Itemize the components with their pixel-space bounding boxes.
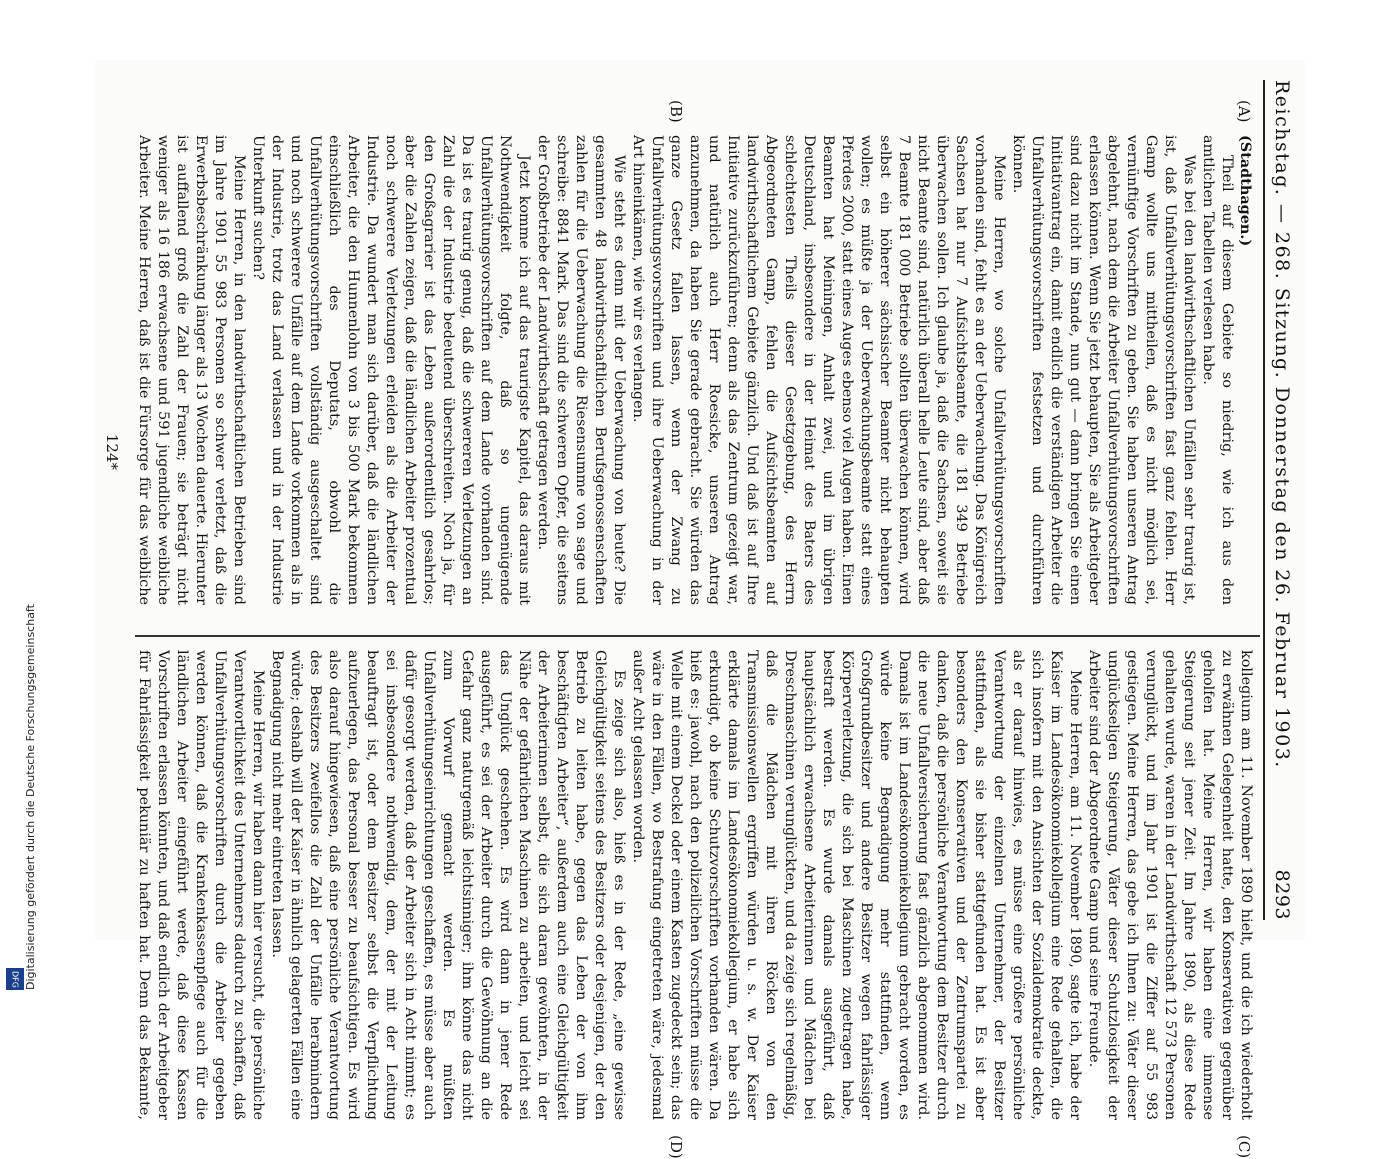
paragraph: Meine Herren, am 11. November 1890, sagte ich, habe der Kaiser im Landesökonomiekollegium eine Rede gehalten, die sich insofern mit den Ansichten der Sozialdemokratie deckte, als er darauf hinwies, es müsse eine größere persönliche Verantwortung der einzelnen Unternehmer, der Besitzer stattfinden, als sie bisher stattgefunden hat. Es ist aber besonders den Konservativen und der Zentrumspartei zu danken, daß die persönliche Verantwortung dem Besitzer durch die neue Unfallversicherung fast gänzlich abgenommen wird. Damals ist im Landesökonomiekollegium gebracht worden, es würde keine Begnadigung mehr stattfinden, wenn Großgrundbesitzer und andere Besitzer wegen fahrlässiger Körperverletzung, die sich bei Maschinen zugetragen habe, bestraft werden. Es wurde damals ausgeführt, daß hauptsächlich erwachsene Arbeiterinnen und Mädchen bei Dreschmaschinen verunglückten, und da zeige sich regelmäßig, daß die Mädchen mit ihren Röcken von den Transmissionswellen ergriffen würden u. s. w. Der Kaiser erklärte damals im Landesökonomiekollegium, er habe sich erkundigt, ob keine Schutzvorschriften vorhanden wären. Da hieß es: jawohl, nach den polizeilichen Vorschriften müsse die Welle mit einem Deckel oder einem Kasten zugedeckt sein; das wäre in den Fällen, wo Bestrafung eingetreten wäre, jedesmal außer Acht gelassen worden. (630, 650, 1083, 1120)
margin-marker-b: (B) (667, 100, 685, 123)
margin-marker-a: (A) (1235, 100, 1253, 123)
paragraph: kollegium am 11. November 1890 hielt, und die ich wiederholt zu erwähnen Gelegenheit hatte, den Konservativen gegenüber geholfen hat. Meine Herren, wir haben eine immense Steigerung seit jener Zeit. Im Jahre 1890, als diese Rede gehalten wurde, waren in der Landwirthschaft 12 573 Personen verunglückt, und im Jahr 1901 ist die Ziffer auf 55 983 gestiegen. Meine Herren, das gebe ich Ihnen zu: Väter dieser unglückseligen Steigerung, Väter dieser Schutzlosigkeit der Arbeiter sind der Abgeordnete Gamp und seine Freunde. (1086, 650, 1254, 1120)
margin-marker-d: (D) (667, 1135, 685, 1159)
digitization-credit (0, 0, 37, 1000)
page-number: 8293 (1271, 869, 1293, 920)
paragraph: Meine Herren, in den landwirthschaftlichen Betrieben sind im Jahre 1901 55 983 Personen so schwer verletzt, daß die Erwerbsbeschränkung länger als 13 Wochen dauerte. Hierunter ist auffallend groß die Zahl der Frauen; sie beträgt nicht weniger als 16 186 erwachsene und 591 jugendliche weibliche Arbeiter. Meine Herren, daß ist die Fürsorge für das weibliche (136, 135, 247, 605)
paragraph: Meine Herren, wir haben dann hier versucht, die persönliche Verantwortlichkeit des Unternehmers dadurch zu schaffen, daß Unfallverhütungsvorschriften durch die Arbeiter gegeben werden können, daß die Krankenkassenpflege auch für die ländlichen Arbeiter eingeführt werde, daß diese Kassen Vorschriften erlassen könnten, und daß endlich der Arbeitgeber für Fahrlässigkeit pekuniär zu haften hat. Denn das Bekannte, (136, 650, 266, 1120)
credit-text: Digitalisierung gefördert durch die Deutsche Forschungsgemeinschaft (24, 604, 37, 990)
paragraph: Was bei den landwirthschaftlichen Unfällen sehr traurig ist, ist, daß Unfallverhütungsvorschriften fast ganz fehlen. Herr Gamp wollte uns mittheilen, daß es nicht möglich sei, vernünftige Vorschriften zu geben. Sie haben unseren Antrag abgelehnt, nach dem die Arbeiter Unfallverhütungsvorschriften erlassen können. Wenn Sie jetzt behaupten, Sie als Arbeitgeber sind dazu nicht im Stande, nun gut — dann bringen Sie einen Initiativantrag ein, damit endlich die verständigen Arbeiter die Unfallverhütungsvorschriften festsetzen und durchführen können. (1010, 135, 1197, 605)
column-divider (135, 635, 1260, 637)
header-rule (1263, 80, 1265, 920)
speaker-label: (Stadthagen.) (1237, 135, 1254, 247)
paragraph: Es zeige sich also, hieß es in der Rede, „eine gewisse Gleichgültigkeit seitens des Besitzers oder desjenigen, der den Betrieb zu leiten habe, gegen das Leben der von ihm beschäftigten Arbeiter“, außerdem auch eine Gleichgültigkeit der Arbeiterinnen selbst, die sich daran gewöhnten, in der Nähe der gefährlichen Maschinen zu arbeiten, und leicht sei das Unglück geschehen. Es wird dann in jener Rede ausgeführt, es sei der Arbeiter durch die Gewöhnung an die Gefahr ganz naturgemäß leichtsinniger; ihm könne das nicht zum Vorwurf gemacht werden. Es müßten Unfallverhütungseinrichtungen geschaffen, es müsse aber auch dafür gesorgt werden, daß der Arbeiter sich in Acht nimmt; es sei insbesondere nothwendig, dem, der mit der Leitung beauftragt ist, oder dem Besitzer selbst die Verpflichtung aufzuerlegen, das Personal besser zu beaufsichtigen. Es wird also darauf hingewiesen, daß eine persönliche Verantwortung des Besitzers zweifellos die Zahl der Unfälle herabmindern würde; deshalb will der Kaiser in ähnlich gelagerten Fällen eine Begnadigung nicht mehr eintreten lassen. (269, 650, 627, 1120)
rotated-document-page (95, 60, 1305, 1159)
margin-marker-c: (C) (1235, 1135, 1253, 1159)
right-column (135, 650, 1255, 1120)
paragraph: Jetzt komme ich auf das traurigste Kapitel, das daraus mit Nothwendigkeit folgte, daß so ungenügende Unfallverhütungsvorschriften auf dem Lande vorhanden sind. Da ist es traurig genug, daß die schwereren Verletzungen an Zahl die der Industrie bedeutend überschreiten. Noch ja, für den Großagrarier ist das Leben außerordentlich gesahrlos; aber die Zahlen zeigen, daß die ländlichen Arbeiter prozentual noch schwerere Verletzungen erleiden als die Arbeiter der Industrie. Da wundert man sich darüber, daß die ländlichen Arbeiter, die den Hunnenlohn von 3 bis 500 Mark bekommen einschließlich des Deputats, obwohl die Unfallverhütungsvorschriften vollständig ausgeschaltet sind und noch schwerere Unfälle auf dem Lande vorkommen als in der Industrie, trotz das Land verlassen und in der Industrie Unterkunft suchen? (250, 135, 532, 605)
paragraph: Wie steht es denn mit der Ueberwachung von heute? Die gesammten 48 landwirthschaftlichen Berufsgenossenschaften zahlen für die Ueberwachung die Riesensumme von sage und schreibe: 8841 Mark. Das sind die schweren Opfer, die seitens der Großbetriebe der Landwirthschaft getragen werden. (535, 135, 627, 605)
paragraph: Theil auf diesem Gebiete so niedrig, wie ich aus den amtlichen Tabellen verlesen habe. (1200, 135, 1235, 605)
page-header (1271, 80, 1305, 920)
signature-mark: 124* (103, 433, 121, 470)
dfg-logo-icon: DFG (6, 968, 24, 990)
left-column (135, 135, 1255, 605)
paragraph: Meine Herren, wo solche Unfallverhütungsvorschriften vorhanden sind, fehlt es an der Ueberwachung. Das Königreich Sachsen hat nur 7 Aufsichtsbeamte, die 181 349 Betriebe überwachen sollen. Ich glaube ja, daß die Sachsen, soweit sie nicht Beamte sind, natürlich überall helle Leute sind, aber daß 7 Beamte 181 000 Betriebe sollten überwachen können, wird selbst ein höherer sächsischer Beamter nicht behaupten wollen; es müßte ja der Ueberwachungsbeamte statt eines Pferdes 2000, statt eines Auges ebenso viel Augen haben. Einen Beamten hat Meiningen, Anhalt zwei, und im übrigen Deutschland, insbesondere in der Heimat des Baters des schlechtesten Theils dieser Gesetzgebung, des Herrn Abgeordneten Gamp, fehlen die Aufsichtsbeamten auf landwirthschaftlichem Gebiete gänzlich. Und daß ist auf Ihre Initiative zurückzuführen; denn als das Zentrum gezeigt war, und natürlich auch Herr Roesicke, unseren Antrag anzunehmen, da haben Sie gerade gebracht. Sie würden das ganze Gesetz fallen lassen, wenn der Zwang zu Unfallverhütungsvorschriften und ihre Ueberwachung in der Art hineinkämen, wie wir es verlangen. (630, 135, 1007, 605)
running-head: Reichstag. — 268. Sitzung. Donnerstag den 26. Februar 1903. (1271, 80, 1293, 769)
